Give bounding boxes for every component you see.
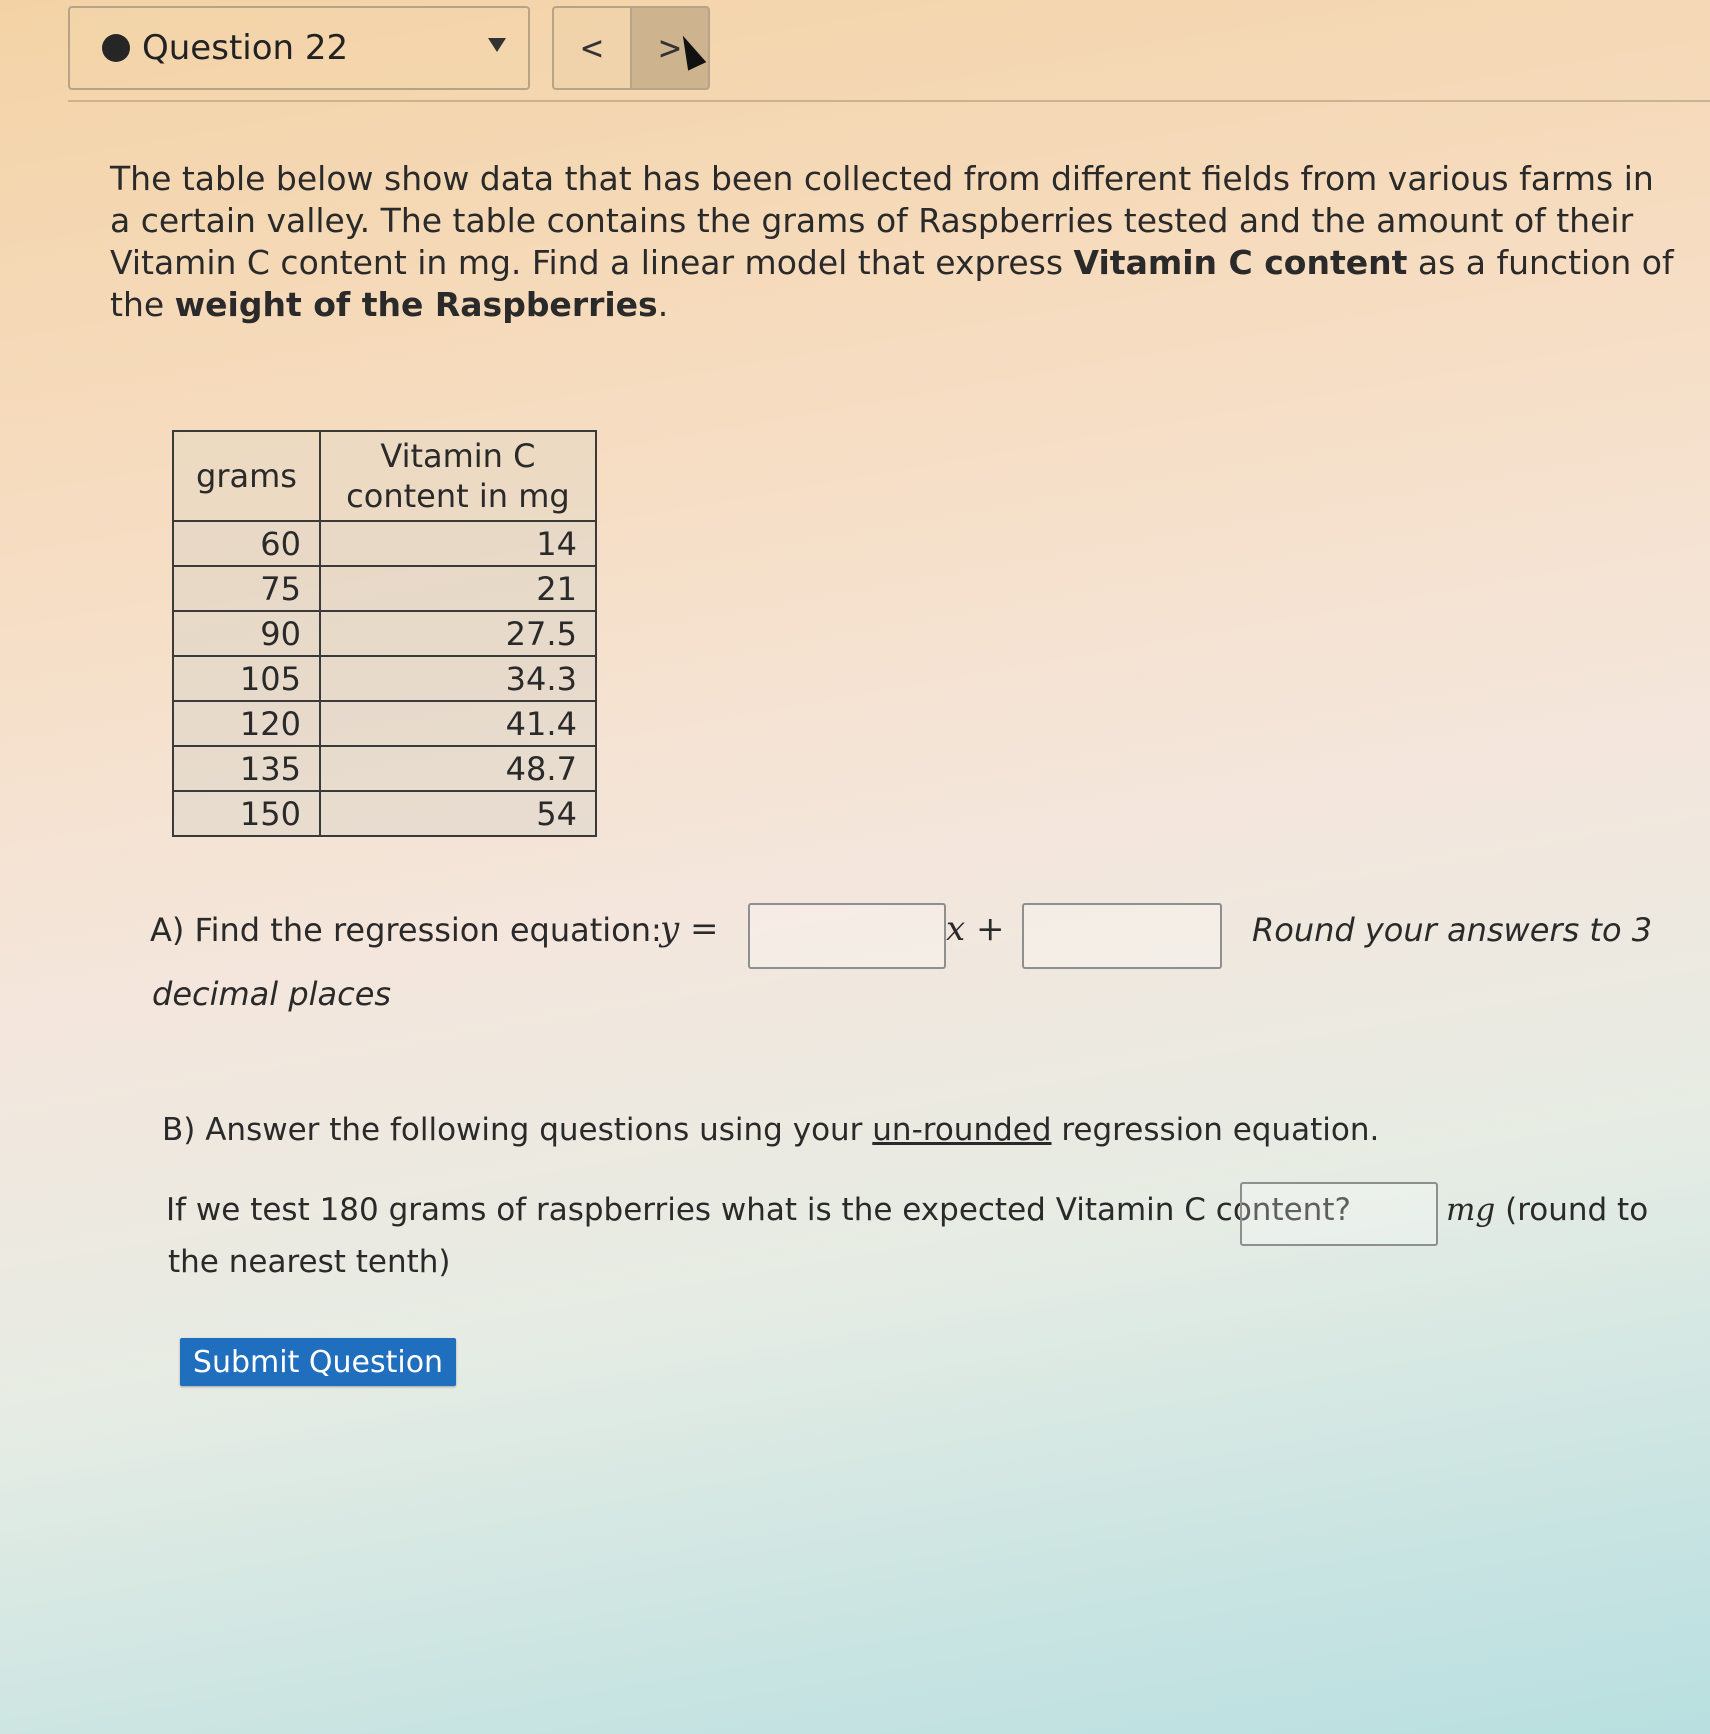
- cell-vitamin-c: 41.4: [320, 701, 596, 746]
- part-a: [150, 905, 1670, 1013]
- part-a-equation-line: [150, 905, 1670, 965]
- table-row: [173, 791, 596, 836]
- part-b-intro-a: B) Answer the following questions using your: [162, 1112, 873, 1148]
- round-note: Round your answers to 3: [1252, 911, 1653, 949]
- prompt-text-a: The table below show data that has been collected from different fields from various farms in a certain valley. The table contains the grams of Raspberries tested and the amount of their Vitamin C content in mg. Find a linear model that express: [110, 159, 1654, 282]
- part-b: [162, 1112, 1682, 1280]
- round-note-continued: decimal places: [152, 975, 392, 1013]
- prompt-bold-a: Vitamin C content: [1073, 243, 1408, 282]
- part-a-label: A) Find the regression equation:: [150, 911, 662, 949]
- x-plus: [946, 909, 1004, 949]
- slope-input[interactable]: [748, 903, 946, 969]
- submit-question-button[interactable]: Submit Question: [180, 1338, 456, 1386]
- cell-grams: 60: [173, 521, 320, 566]
- cell-vitamin-c: 27.5: [320, 611, 596, 656]
- part-b-unit: [1446, 1192, 1648, 1228]
- table-row: [173, 611, 596, 656]
- question-prompt: [110, 158, 1680, 326]
- next-question-button[interactable]: >: [630, 6, 710, 90]
- header-vitamin-c: Vitamin C content in mg: [320, 431, 596, 521]
- prompt-bold-b: weight of the Raspberries: [174, 285, 658, 324]
- vitamin-c-answer-input[interactable]: [1240, 1182, 1438, 1246]
- status-dot-icon: [102, 34, 130, 62]
- intercept-input[interactable]: [1022, 903, 1222, 969]
- cell-vitamin-c: 48.7: [320, 746, 596, 791]
- y-equals: y =: [660, 909, 719, 949]
- unit-mg: mg: [1446, 1192, 1496, 1228]
- cell-vitamin-c: 21: [320, 566, 596, 611]
- prev-question-button[interactable]: <: [552, 6, 632, 90]
- prompt-text-b: as a function of the: [110, 243, 1674, 324]
- cell-vitamin-c: 34.3: [320, 656, 596, 701]
- cell-grams: 75: [173, 566, 320, 611]
- table-header-row: [173, 431, 596, 521]
- table-row: [173, 656, 596, 701]
- part-b-question-continued: the nearest tenth): [168, 1244, 451, 1280]
- caret-down-icon: [488, 38, 506, 52]
- part-b-question: If we test 180 grams of raspberries what is the expected Vitamin C content?: [166, 1192, 1351, 1228]
- x-variable: x: [946, 909, 966, 949]
- top-bar: [0, 0, 1710, 110]
- header-divider: [68, 100, 1710, 102]
- header-grams: grams: [173, 431, 320, 521]
- table-row: [173, 746, 596, 791]
- cell-grams: 150: [173, 791, 320, 836]
- cell-grams: 120: [173, 701, 320, 746]
- cell-vitamin-c: 14: [320, 521, 596, 566]
- part-b-intro-underlined: un-rounded: [872, 1112, 1052, 1148]
- question-select-label: Question 22: [142, 28, 349, 68]
- cell-grams: 90: [173, 611, 320, 656]
- table-row: [173, 566, 596, 611]
- plus-sign: +: [965, 909, 1005, 949]
- data-table: [172, 430, 597, 837]
- prompt-text-c: .: [657, 285, 669, 324]
- part-b-intro: [162, 1112, 1682, 1148]
- part-b-intro-b: regression equation.: [1051, 1112, 1380, 1148]
- table-row: [173, 701, 596, 746]
- cell-grams: 135: [173, 746, 320, 791]
- question-select[interactable]: [68, 6, 530, 90]
- cell-grams: 105: [173, 656, 320, 701]
- table-row: [173, 521, 596, 566]
- cell-vitamin-c: 54: [320, 791, 596, 836]
- unit-note: (round to: [1495, 1192, 1649, 1228]
